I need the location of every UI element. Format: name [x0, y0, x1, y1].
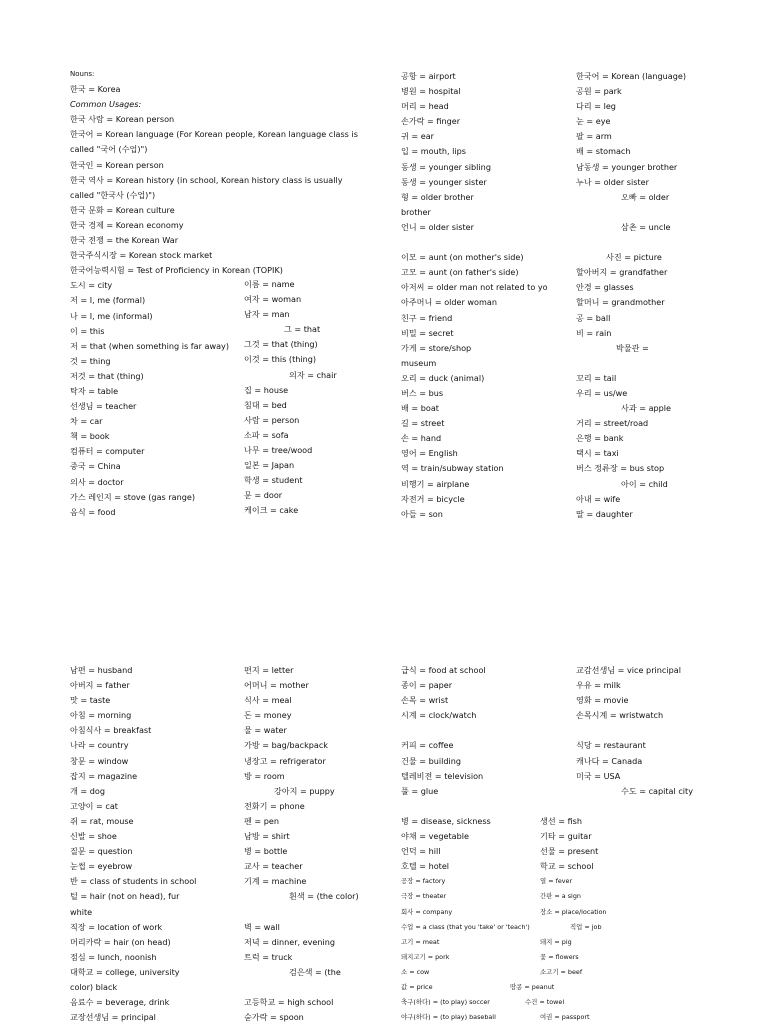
vocab-line: 한국어능력시험 = Test of Proficiency in Korean (TOPIK): [70, 265, 283, 276]
vocab-line: 축구(하다) = (to play) soccer: [401, 998, 490, 1007]
vocab-line: 방 = room: [244, 770, 285, 781]
common-usages-heading: Common Usages:: [70, 99, 142, 110]
vocab-line: 나 = I, me (informal): [70, 310, 153, 321]
vocab-line: 한국 역사 = Korean history (in school, Korean history class is usually: [70, 174, 343, 185]
vocab-line: 캐나다 = Canada: [576, 755, 643, 766]
vocab-line: 열 = fever: [540, 877, 573, 886]
vocab-line: 시계 = clock/watch: [401, 710, 477, 721]
vocab-line: 공항 = airport: [401, 71, 456, 81]
vocab-line: 할머니 = grandmother: [576, 297, 665, 308]
vocab-line: 트럭 = truck: [244, 951, 293, 962]
vocab-line: 점심 = lunch, noonish: [70, 951, 157, 962]
vocab-line: 책 = book: [70, 431, 110, 442]
vocab-line: 도시 = city: [70, 280, 113, 291]
vocab-line: called "한국사 (수업)"): [70, 189, 156, 200]
vocab-line: 소파 = sofa: [244, 429, 289, 440]
bottom-right-column: [576, 663, 693, 799]
vocab-line: 남편 = husband: [70, 665, 133, 675]
vocab-line: 집 = house: [244, 384, 289, 395]
vocab-line: 거리 = street/road: [576, 418, 649, 429]
vocab-line: 저것 = that (thing): [70, 370, 144, 381]
vocab-line: 가방 = bag/backpack: [244, 740, 328, 751]
vocab-line: [576, 235, 686, 250]
vocab-line: 손 = hand: [401, 433, 442, 444]
vocab-line: 한국 문화 = Korean culture: [70, 204, 175, 215]
vocab-line: 생선 = fish: [540, 816, 583, 826]
vocab-line: 언니 = older sister: [401, 221, 474, 232]
vocab-line: 아침식사 = breakfast: [70, 725, 152, 736]
vocab-line: 길 = street: [401, 418, 445, 429]
vocab-line: 이것 = this (thing): [244, 354, 317, 365]
vocab-line: 고양이 = cat: [70, 800, 118, 811]
vocab-line: 버스 정류장 = bus stop: [576, 463, 665, 474]
vocab-line: 소고기 = beef: [540, 967, 583, 976]
vocab-line: 음식 = food: [70, 506, 116, 517]
vocab-line: 남동생 = younger brother: [576, 161, 678, 172]
vocab-line: 병원 = hospital: [401, 86, 461, 97]
vocab-line: 비밀 = secret: [401, 327, 454, 338]
bottom-left-column: [70, 663, 196, 1025]
vocab-line: 땅콩 = peanut: [510, 983, 555, 992]
vocab-line: 개 = dog: [70, 785, 105, 796]
vocab-line: 야채 = vegetable: [401, 831, 469, 842]
vocab-line: 여권 = passport: [540, 1013, 590, 1022]
vocab-line: 학교 = school: [540, 861, 594, 872]
vocab-line: 손목시계 = wristwatch: [576, 710, 664, 721]
vocab-line: 의자 = chair: [289, 369, 337, 380]
vocab-line: 기계 = machine: [244, 876, 307, 887]
vocab-line: 다리 = leg: [576, 101, 616, 112]
vocab-line: 강아지 = puppy: [274, 785, 335, 796]
vocab-line: 영화 = movie: [576, 695, 629, 706]
vocab-line: 팔 = arm: [576, 131, 612, 142]
vocab-line: 딸 = daughter: [576, 508, 633, 519]
vocab-line: 풀 = glue: [401, 785, 439, 796]
vocab-line: 친구 = friend: [401, 312, 453, 323]
vocab-line: 식당 = restaurant: [576, 740, 646, 751]
vocab-line: white: [70, 906, 93, 917]
vocab-line: 이 = this: [70, 325, 105, 336]
vocab-line: 한국어 = Korean (language): [576, 71, 687, 81]
vocab-line: 벽 = wall: [244, 921, 280, 932]
vocab-line: 고모 = aunt (on father's side): [401, 267, 519, 278]
vocab-line: [401, 799, 530, 814]
vocab-line: 한국주식시장 = Korean stock market: [70, 250, 213, 261]
vocab-line: 기타 = guitar: [540, 831, 592, 842]
vocab-line: 꽃 = flowers: [540, 952, 579, 961]
vocab-line: 한국인 = Korean person: [70, 159, 164, 170]
vocab-line: 한국 전쟁 = the Korean War: [70, 235, 179, 246]
vocab-line: 식사 = meal: [244, 695, 292, 706]
vocab-line: 아버지 = father: [70, 680, 130, 691]
vocab-line: 선물 = present: [540, 846, 599, 857]
vocab-line: 그 = that: [284, 324, 321, 335]
vocab-line: [244, 905, 359, 920]
vocab-line: 비 = rain: [576, 327, 612, 338]
vocab-line: 저녁 = dinner, evening: [244, 936, 336, 947]
top-mid-column: [401, 69, 548, 522]
vocab-line: 창문 = window: [70, 755, 129, 766]
vocab-line: 버스 = bus: [401, 387, 444, 398]
vocab-line: 우유 = milk: [576, 680, 621, 691]
vocab-line: 우리 = us/we: [576, 387, 628, 398]
vocab-line: 장소 = place/location: [540, 907, 607, 916]
vocab-line: 호텔 = hotel: [401, 861, 450, 872]
vocab-line: 펜 = pen: [244, 815, 279, 826]
vocab-line: 미국 = USA: [576, 770, 621, 781]
vocab-line: 삼촌 = uncle: [621, 221, 671, 232]
vocab-line: 이름 = name: [244, 279, 295, 289]
vocab-line: 동생 = younger sibling: [401, 161, 491, 172]
vocab-line: 털 = hair (not on head), fur: [70, 891, 180, 902]
vocab-line: 아저씨 = older man not related to yo: [401, 282, 548, 293]
vocab-line: 회사 = company: [401, 907, 453, 916]
vocab-line: [576, 205, 686, 220]
vocab-line: 공원 = park: [576, 86, 622, 97]
vocab-line: 여자 = woman: [244, 294, 302, 305]
vocab-line: 입 = mouth, lips: [401, 146, 467, 157]
vocab-line: 동생 = younger sister: [401, 176, 487, 187]
vocab-line: 학생 = student: [244, 475, 303, 486]
vocab-line: called "국어 (수업)"): [70, 144, 148, 155]
vocab-line: 공 = ball: [576, 312, 611, 323]
vocab-line: 남자 = man: [244, 309, 290, 320]
bottom-mid-column: [401, 663, 530, 1025]
vocab-line: 차 = car: [70, 416, 103, 427]
vocab-line: 택시 = taxi: [576, 448, 619, 459]
vocab-line: 아침 = morning: [70, 710, 132, 721]
vocab-line: 형 = older brother: [401, 191, 474, 202]
vocab-line: 자전거 = bicycle: [401, 493, 465, 504]
vocab-line: 손가락 = finger: [401, 116, 461, 127]
vocab-line: 남방 = shirt: [244, 831, 290, 842]
vocab-line: [576, 356, 686, 371]
vocab-line: brother: [401, 206, 431, 217]
vocab-line: [576, 723, 693, 738]
vocab-line: 아들 = son: [401, 508, 443, 519]
vocab-line: 손목 = wrist: [401, 695, 449, 706]
vocab-line: 전화기 = phone: [244, 800, 305, 811]
vocab-line: 직업 = job: [570, 922, 602, 931]
vocab-line: 한국어 = Korean language (For Korean people, Korean language class is: [70, 129, 358, 140]
vocab-line: 가스 레인지 = stove (gas range): [70, 491, 196, 502]
vocab-line: 나라 = country: [70, 740, 129, 751]
vocab-line: 배 = boat: [401, 403, 439, 414]
vocab-line: 영어 = English: [401, 448, 458, 459]
vocab-line: 오리 = duck (animal): [401, 372, 485, 383]
vocab-line: 교장선생님 = principal: [70, 1012, 156, 1023]
vocab-line: 신발 = shoe: [70, 831, 117, 842]
vocab-line: 눈 = eye: [576, 116, 611, 127]
vocab-line: 고기 = meat: [401, 937, 440, 946]
vocab-line: [401, 723, 530, 738]
vocab-line: 눈썹 = eyebrow: [70, 861, 133, 872]
vocab-line: 역 = train/subway station: [401, 463, 504, 474]
vocab-line: 탁자 = table: [70, 385, 119, 396]
vocab-line: 고등학교 = high school: [244, 997, 334, 1008]
vocab-line: 컴퓨터 = computer: [70, 446, 145, 457]
vocab-line: 흰색 = (the color): [289, 891, 359, 902]
vocab-line: 은행 = bank: [576, 433, 624, 444]
vocab-line: 꼬리 = tail: [576, 372, 617, 383]
vocab-line: 아내 = wife: [576, 493, 621, 504]
vocab-line: [401, 235, 548, 250]
vocab-line: 이모 = aunt (on mother's side): [401, 252, 524, 263]
vocab-line: 오빠 = older: [621, 191, 670, 202]
vocab-line: 그것 = that (thing): [244, 339, 318, 350]
vocab-line: 공장 = factory: [401, 877, 446, 886]
vocab-line: 병 = bottle: [244, 846, 288, 857]
vocab-line: [244, 980, 359, 995]
vocab-line: 저 = I, me (formal): [70, 295, 146, 306]
vocab-line: color) black: [70, 981, 118, 992]
vocab-line: 귀 = ear: [401, 131, 435, 142]
vocab-line: 수도 = capital city: [621, 785, 693, 796]
vocab-line: 값 = price: [401, 982, 433, 991]
vocab-line: 쥐 = rat, mouse: [70, 815, 134, 826]
vocab-line: 사람 = person: [244, 414, 300, 425]
vocab-line: 침대 = bed: [244, 399, 287, 410]
vocab-line: 한국 경제 = Korean economy: [70, 219, 184, 230]
vocab-line: 교사 = teacher: [244, 861, 303, 872]
vocab-line: 누나 = older sister: [576, 176, 649, 187]
top-right-column: [576, 69, 686, 522]
vocab-line: 텔레비전 = television: [401, 770, 484, 781]
vocab-line: 건물 = building: [401, 755, 461, 766]
vocab-line: 대학교 = college, university: [70, 966, 180, 977]
vocab-line: 음료수 = beverage, drink: [70, 997, 170, 1008]
vocab-line: 나무 = tree/wood: [244, 445, 313, 456]
vocab-line: 물 = water: [244, 725, 287, 736]
vocab-line: 케이크 = cake: [244, 505, 299, 516]
vocab-line: 돼지 = pig: [540, 937, 572, 946]
vocab-line: 언덕 = hill: [401, 846, 441, 857]
vocab-line: 선생님 = teacher: [70, 401, 137, 412]
vocab-line: 수건 = towel: [525, 998, 565, 1007]
vocab-line: 질문 = question: [70, 846, 133, 857]
vocab-line: 머리 = head: [401, 101, 449, 112]
vocab-line: 맛 = taste: [70, 695, 111, 706]
vocab-line: 급식 = food at school: [401, 665, 486, 675]
vocab-line: 아이 = child: [621, 478, 668, 489]
vocab-line: 아주머니 = older woman: [401, 297, 497, 308]
vocab-line: 안경 = glasses: [576, 282, 634, 293]
vocab-line: 소 = cow: [401, 967, 430, 976]
vocab-line: 병 = disease, sickness: [401, 815, 491, 826]
vocab-line: 어머니 = mother: [244, 680, 309, 691]
vocab-line: 사과 = apple: [621, 403, 672, 414]
vocab-line: 커피 = coffee: [401, 740, 454, 751]
vocab-line: 가게 = store/shop: [401, 342, 472, 353]
vocab-line: 한국 = Korea: [70, 84, 121, 95]
vocab-line: 검은색 = (the: [289, 966, 341, 977]
vocab-line: 중국 = China: [70, 461, 121, 472]
vocab-line: 한국 사람 = Korean person: [70, 114, 175, 125]
vocab-line: 극장 = theater: [401, 892, 447, 901]
vocab-line: 종이 = paper: [401, 680, 453, 691]
bottom-left2-column: [244, 663, 359, 1025]
vocab-line: 박물관 =: [616, 342, 649, 353]
vocab-line: museum: [401, 357, 437, 368]
vocab-line: 문 = door: [244, 490, 283, 501]
bottom-mid2-column: [510, 814, 607, 1025]
top-left2-column: [244, 277, 337, 519]
vocab-line: 돈 = money: [244, 710, 292, 721]
vocab-line: 돼지고기 = pork: [401, 952, 450, 961]
nouns-heading: Nouns:: [70, 70, 95, 78]
vocab-line: 야구(하다) = (to play) baseball: [401, 1013, 496, 1022]
vocab-line: 저 = that (when something is far away): [70, 340, 230, 351]
vocab-line: 반 = class of students in school: [70, 876, 197, 887]
vocab-line: 간판 = a sign: [540, 892, 581, 901]
vocab-line: 수업 = a class (that you 'take' or 'teach'): [401, 922, 530, 931]
vocab-line: 숟가락 = spoon: [244, 1012, 304, 1023]
vocab-line: 것 = thing: [70, 355, 111, 366]
vocab-line: 머리카락 = hair (on head): [70, 936, 171, 947]
vocab-line: 냉장고 = refrigerator: [244, 755, 326, 766]
vocab-line: 사진 = picture: [606, 252, 662, 263]
vocab-line: 배 = stomach: [576, 146, 631, 157]
vocab-line: 할아버지 = grandfather: [576, 267, 668, 278]
vocab-line: 의사 = doctor: [70, 476, 124, 487]
vocab-line: 일본 = Japan: [244, 460, 295, 471]
vocab-line: 교감선생님 = vice principal: [576, 665, 681, 675]
vocab-line: 직장 = location of work: [70, 921, 163, 932]
vocab-line: 잡지 = magazine: [70, 770, 138, 781]
vocab-line: 비행기 = airplane: [401, 478, 470, 489]
vocab-line: 편지 = letter: [244, 665, 294, 675]
